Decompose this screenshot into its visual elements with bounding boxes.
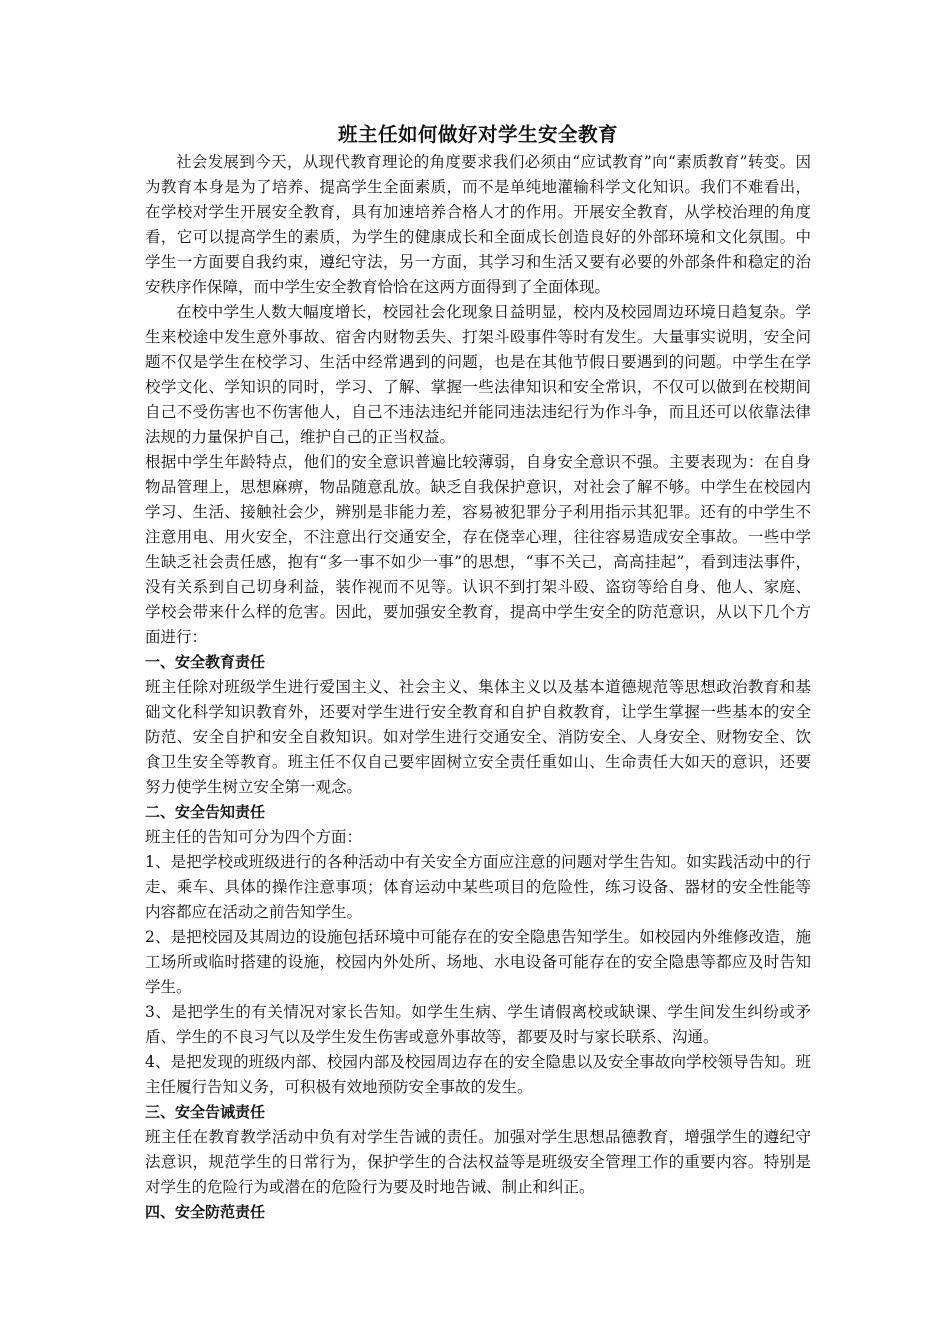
list-item-2: 2、是把校园及其周边的设施包括环境中可能存在的安全隐患告知学生。如校园内外维修改造，施工场所或临时搭建的设施，校园内外处所、场地、水电设备可能存在的安全隐患等都应及时告知学生。 bbox=[145, 928, 811, 996]
list-item-1: 1、是把学校或班级进行的各种活动中有关安全方面应注意的问题对学生告知。如实践活动中的行走、乘车、具体的操作注意事项；体育运动中某些项目的危险性，练习设备、器材的安全性能等内容都应在活动之前告知学生。 bbox=[145, 853, 811, 921]
section-2 bbox=[145, 800, 811, 1100]
section-paragraph: 班主任除对班级学生进行爱国主义、社会主义、集体主义以及基本道德规范等思想政治教育和基础文化科学知识教育外，还要对学生进行安全教育和自护自救教育，让学生掌握一些基本的安全防范、安全自护和安全自救知识。如对学生进行交通安全、消防安全、人身安全、财物安全、饮食卫生安全等教育。班主任不仅自己要牢固树立安全责任重如山、生命责任大如天的意识，还要努力使学生树立安全第一观念。 bbox=[145, 678, 811, 796]
intro-paragraph-2: 在校中学生人数大幅度增长，校园社会化现象日益明显，校内及校园周边环境日趋复杂。学生来校途中发生意外事故、宿舍内财物丢失、打架斗殴事件等时有发生。大量事实说明，安全问题不仅是学生在校学习、生活中经常遇到的问题，也是在其他节假日要遇到的问题。中学生在学校学文化、学知识的同时，学习、了解、掌握一些法律知识和安全常识，不仅可以做到在校期间自己不受伤害也不伤害他人，自己不违法违纪并能同违法违纪行为作斗争，而且还可以依靠法律法规的力量保护自己，维护自己的正当权益。 bbox=[145, 303, 811, 446]
section-heading: 三、安全告诫责任 bbox=[145, 1103, 266, 1121]
document-page bbox=[145, 120, 811, 1225]
intro-paragraph-3: 根据中学生年龄特点，他们的安全意识普遍比较薄弱，自身安全意识不强。主要表现为：在自身物品管理上，思想麻痹，物品随意乱放。缺乏自我保护意识，对社会了解不够。中学生在校园内学习、生活、接触社会少，辨别是非能力差，容易被犯罪分子利用指示其犯罪。还有的中学生不注意用电、用火安全，不注意出行交通安全，存在侥幸心理，往往容易造成安全事故。一些中学生缺乏社会责任感，抱有“多一事不如少一事”的思想，“事不关己，高高挂起”，看到违法事件，没有关系到自己切身利益，装作视而不见等。认识不到打架斗殴、盗窃等给自身、他人、家庭、学校会带来什么样的危害。因此，要加强安全教育，提高中学生安全的防范意识，从以下几个方面进行： bbox=[145, 453, 811, 646]
intro-paragraph-1: 社会发展到今天，从现代教育理论的角度要求我们必须由“应试教育”向“素质教育”转变。因为教育本身是为了培养、提高学生全面素质，而不是单纯地灌输科学文化知识。我们不难看出，在学校对学生开展安全教育，具有加速培养合格人才的作用。开展安全教育，从学校治理的角度看，它可以提高学生的素质，为学生的健康成长和全面成长创造良好的外部环境和文化氛围。中学生一方面要自我约束，遵纪守法，另一方面，其学习和生活又要有必要的外部条件和稳定的治安秩序作保障，而中学生安全教育恰恰在这两方面得到了全面体现。 bbox=[145, 153, 811, 296]
section-paragraph: 班主任在教育教学活动中负有对学生告诫的责任。加强对学生思想品德教育，增强学生的遵纪守法意识，规范学生的日常行为，保护学生的合法权益等是班级安全管理工作的重要内容。特别是对学生的危险行为或潜在的危险行为要及时地告诫、制止和纠正。 bbox=[145, 1128, 811, 1196]
section-heading: 四、安全防范责任 bbox=[145, 1203, 266, 1221]
section-1 bbox=[145, 650, 811, 800]
list-item-3: 3、是把学生的有关情况对家长告知。如学生生病、学生请假离校或缺课、学生间发生纠纷或矛盾、学生的不良习气以及学生发生伤害或意外事故等，都要及时与家长联系、沟通。 bbox=[145, 1003, 811, 1046]
document-title: 班主任如何做好对学生安全教育 bbox=[337, 123, 618, 146]
section-heading: 二、安全告知责任 bbox=[145, 803, 266, 821]
section-paragraph: 班主任的告知可分为四个方面： bbox=[145, 828, 363, 846]
section-heading: 一、安全教育责任 bbox=[145, 653, 266, 671]
list-item-4: 4、是把发现的班级内部、校园内部及校园周边存在的安全隐患以及安全事故向学校领导告知。班主任履行告知义务，可积极有效地预防安全事故的发生。 bbox=[145, 1053, 811, 1096]
section-3 bbox=[145, 1100, 811, 1200]
section-4 bbox=[145, 1200, 811, 1225]
